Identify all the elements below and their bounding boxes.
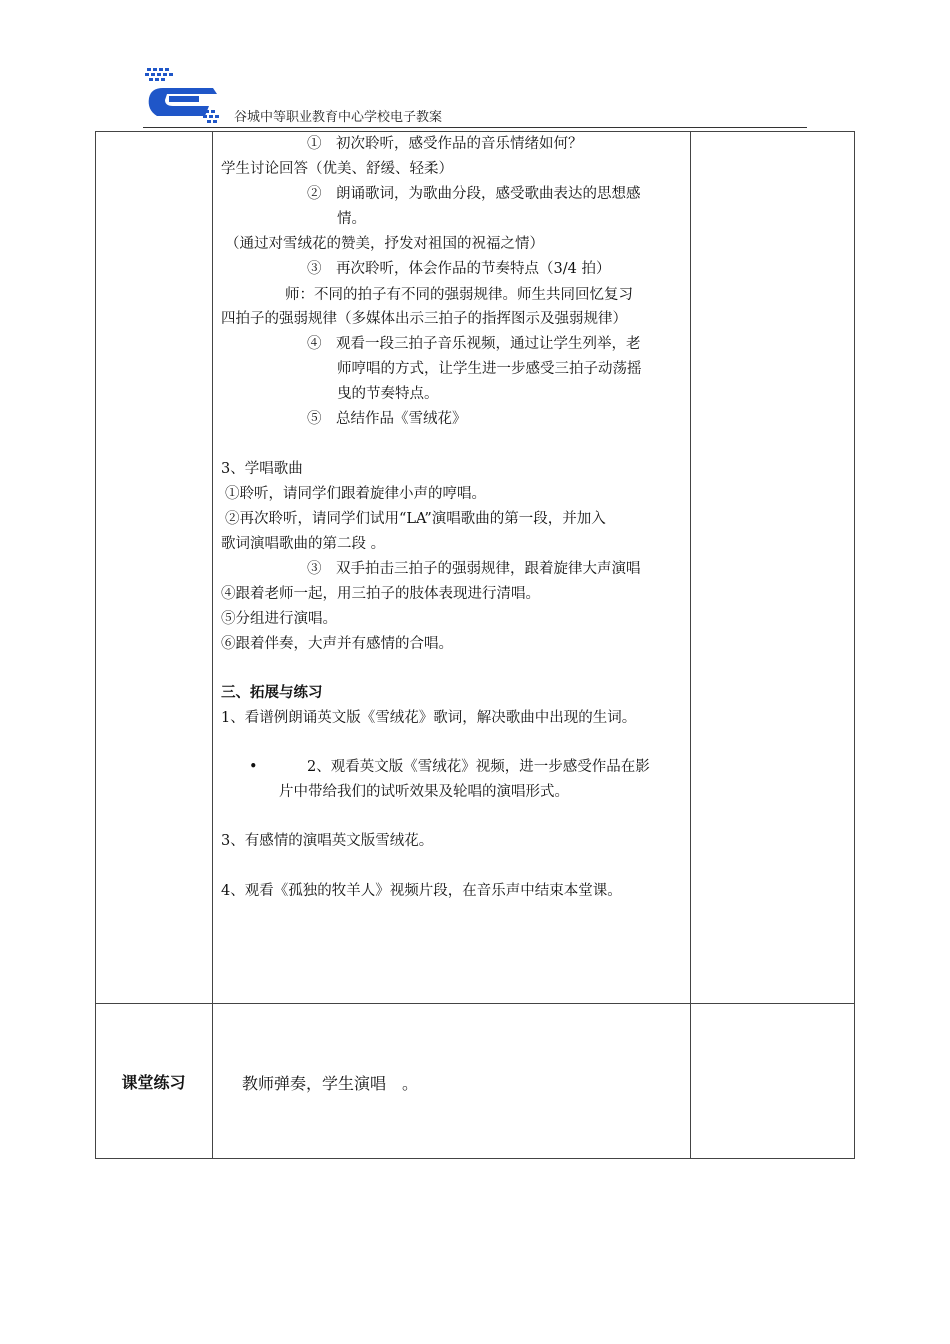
section-heading: 三、拓展与练习 (221, 685, 323, 701)
lesson-line: 3、有感情的演唱英文版雪绒花。 (221, 833, 434, 849)
lesson-line: 师：不同的拍子有不同的强弱规律。师生共同回忆复习 (285, 287, 633, 303)
lesson-line: ②再次聆听，请同学们试用“LA”演唱歌曲的第一段，并加入 (225, 511, 606, 527)
practice-text: 教师弹奏，学生演唱 。 (242, 1074, 419, 1093)
lesson-line: 歌词演唱歌曲的第二段 。 (221, 536, 386, 552)
lesson-line: ④跟着老师一起，用三拍子的肢体表现进行清唱。 (221, 586, 540, 602)
lesson-line: 学生讨论回答（优美、舒缓、轻柔） (221, 161, 453, 177)
school-logo (143, 66, 233, 126)
lesson-line: （通过对雪绒花的赞美，抒发对祖国的祝福之情） (225, 236, 544, 252)
lesson-line: 1、看谱例朗诵英文版《雪绒花》歌词，解决歌曲中出现的生词。 (221, 710, 637, 726)
row-divider (96, 1003, 854, 1004)
section-heading: 3、学唱歌曲 (221, 461, 303, 477)
column-divider (690, 132, 691, 1158)
lesson-line: 片中带给我们的试听效果及轮唱的演唱形式。 (279, 784, 569, 800)
lesson-line: ③ 再次聆听，体会作品的节奏特点（3/4 拍） (307, 261, 611, 277)
lesson-line: ④ 观看一段三拍子音乐视频，通过让学生列举，老 (307, 336, 641, 352)
lesson-line: ⑤分组进行演唱。 (221, 611, 337, 627)
lesson-line: 情。 (337, 211, 366, 227)
lesson-line: 师哼唱的方式，让学生进一步感受三拍子动荡摇 (337, 361, 642, 377)
lesson-line: ⑥跟着伴奏，大声并有感情的合唱。 (221, 636, 453, 652)
column-divider (212, 132, 213, 1158)
lesson-line: 4、观看《孤独的牧羊人》视频片段，在音乐声中结束本堂课。 (221, 883, 622, 899)
lesson-line: ② 朗诵歌词，为歌曲分段，感受歌曲表达的思想感 (307, 186, 641, 202)
bullet-mark: • (249, 759, 258, 775)
practice-label: 课堂练习 (121, 1073, 186, 1092)
lesson-line: ① 初次聆听，感受作品的音乐情绪如何？ (307, 136, 583, 152)
lesson-line: 2、观看英文版《雪绒花》视频，进一步感受作品在影 (307, 759, 650, 775)
lesson-line: 曳的节奏特点。 (337, 386, 439, 402)
lesson-line: ①聆听，请同学们跟着旋律小声的哼唱。 (225, 486, 486, 502)
school-header: 谷城中等职业教育中心学校电子教案 (234, 110, 443, 125)
lesson-line: ⑤ 总结作品《雪绒花》 (307, 411, 467, 427)
header-divider (143, 127, 807, 128)
lesson-line: ③ 双手拍击三拍子的强弱规律，跟着旋律大声演唱 (307, 561, 641, 577)
lesson-line: 四拍子的强弱规律（多媒体出示三拍子的指挥图示及强弱规律） (221, 311, 627, 327)
